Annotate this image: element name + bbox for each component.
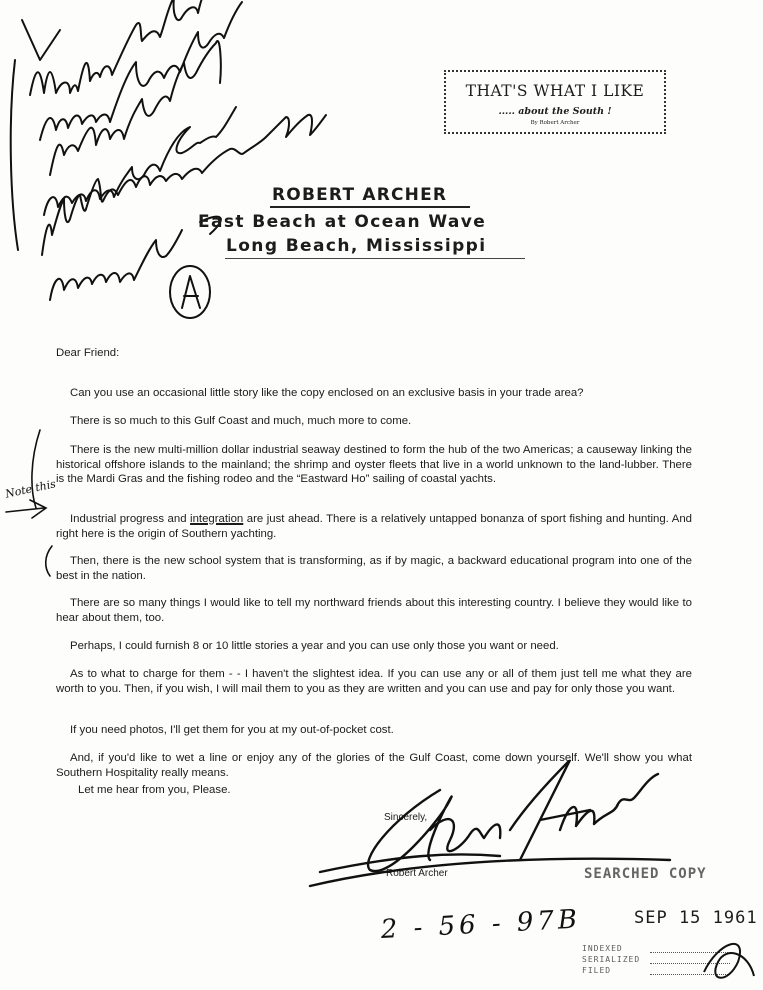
paragraph-7: Perhaps, I could furnish 8 or 10 little stories a year and you can use only those you want or need. — [70, 640, 559, 653]
stamp-date: SEP 15 1961 — [634, 908, 758, 928]
paragraph-9: If you need photos, I'll get them for you at my out-of-pocket cost. — [70, 724, 394, 737]
paragraph-3: There is the new multi-million dollar industrial seaway destined to form the hub of the two Americas; a causeway linking the historical offshore islands to the mainland; the shrimp and oyster fleets that live in a world unknown to the land-lubber. There is the Mardi Gras and the fishing rodeo and the “Eastward Ho” sailing of coastal yachts. — [56, 444, 692, 485]
paragraph-4-start: Industrial progress and — [70, 513, 191, 526]
underlined-word: integration — [190, 513, 244, 526]
paragraph-2: There is so much to this Gulf Coast and much, much more to come. — [70, 415, 412, 428]
paragraph-4 — [56, 512, 692, 541]
masthead-title: THAT'S WHAT I LIKE — [465, 82, 645, 100]
typed-name: Robert Archer — [386, 868, 448, 879]
masthead-subtitle: ..... about the South ! — [498, 106, 612, 117]
paragraph-4-end: are just ahead. There is a relatively untapped bonanza of sport fishing and hunting. And right here is the origin of Southern yachting. — [56, 513, 692, 540]
letterhead-city: Long Beach, Mississippi — [226, 236, 487, 256]
margin-note: Note this — [4, 477, 57, 501]
letterhead-name: ROBERT ARCHER — [272, 185, 448, 205]
paragraph-1: Can you use an occasional little story like the copy enclosed on an exclusive basis in your trade area? — [70, 387, 584, 400]
stamp-indexed: INDEXED — [582, 944, 623, 953]
masthead-box — [444, 70, 666, 134]
salutation: Dear Friend: — [56, 347, 120, 359]
handwritten-annotation — [0, 0, 400, 330]
stamp-filed: FILED — [582, 966, 612, 975]
paragraph-5: Then, there is the new school system that is transforming, as if by magic, a backward educational program into one of the best in the nation. — [56, 555, 692, 582]
received-stamp — [580, 862, 763, 990]
letterhead-address: East Beach at Ocean Wave — [198, 212, 487, 232]
closing-line: Let me hear from you, Please. — [78, 784, 231, 796]
letterhead-underline — [225, 258, 525, 259]
masthead-byline: By Robert Archer — [530, 120, 580, 126]
paragraph-8: As to what to charge for them - - I haven't the slightest idea. If you can use any or all of them just tell me what they are worth to you. Then, if you wish, I will mail them to you as they are written and you can use and pay for only those you want. — [56, 668, 692, 695]
paragraph-10: And, if you'd like to wet a line or enjoy any of the glories of the Gulf Coast, come down yourself. We'll show you what Southern Hospitality really means. — [56, 752, 692, 779]
margin-marks — [0, 420, 60, 600]
paragraph-6: There are so many things I would like to tell my northward friends about this interesting country. I believe they would like to hear about them, too. — [56, 597, 692, 624]
sign-off: Sincerely, — [384, 812, 428, 823]
letterhead-rule — [270, 206, 470, 208]
stamp-header: SEARCHED COPY — [584, 866, 707, 882]
reference-number: 2 - 56 - 97B — [380, 904, 582, 945]
stamp-serialized: SERIALIZED — [582, 955, 641, 964]
stamp-scribble — [698, 932, 758, 988]
